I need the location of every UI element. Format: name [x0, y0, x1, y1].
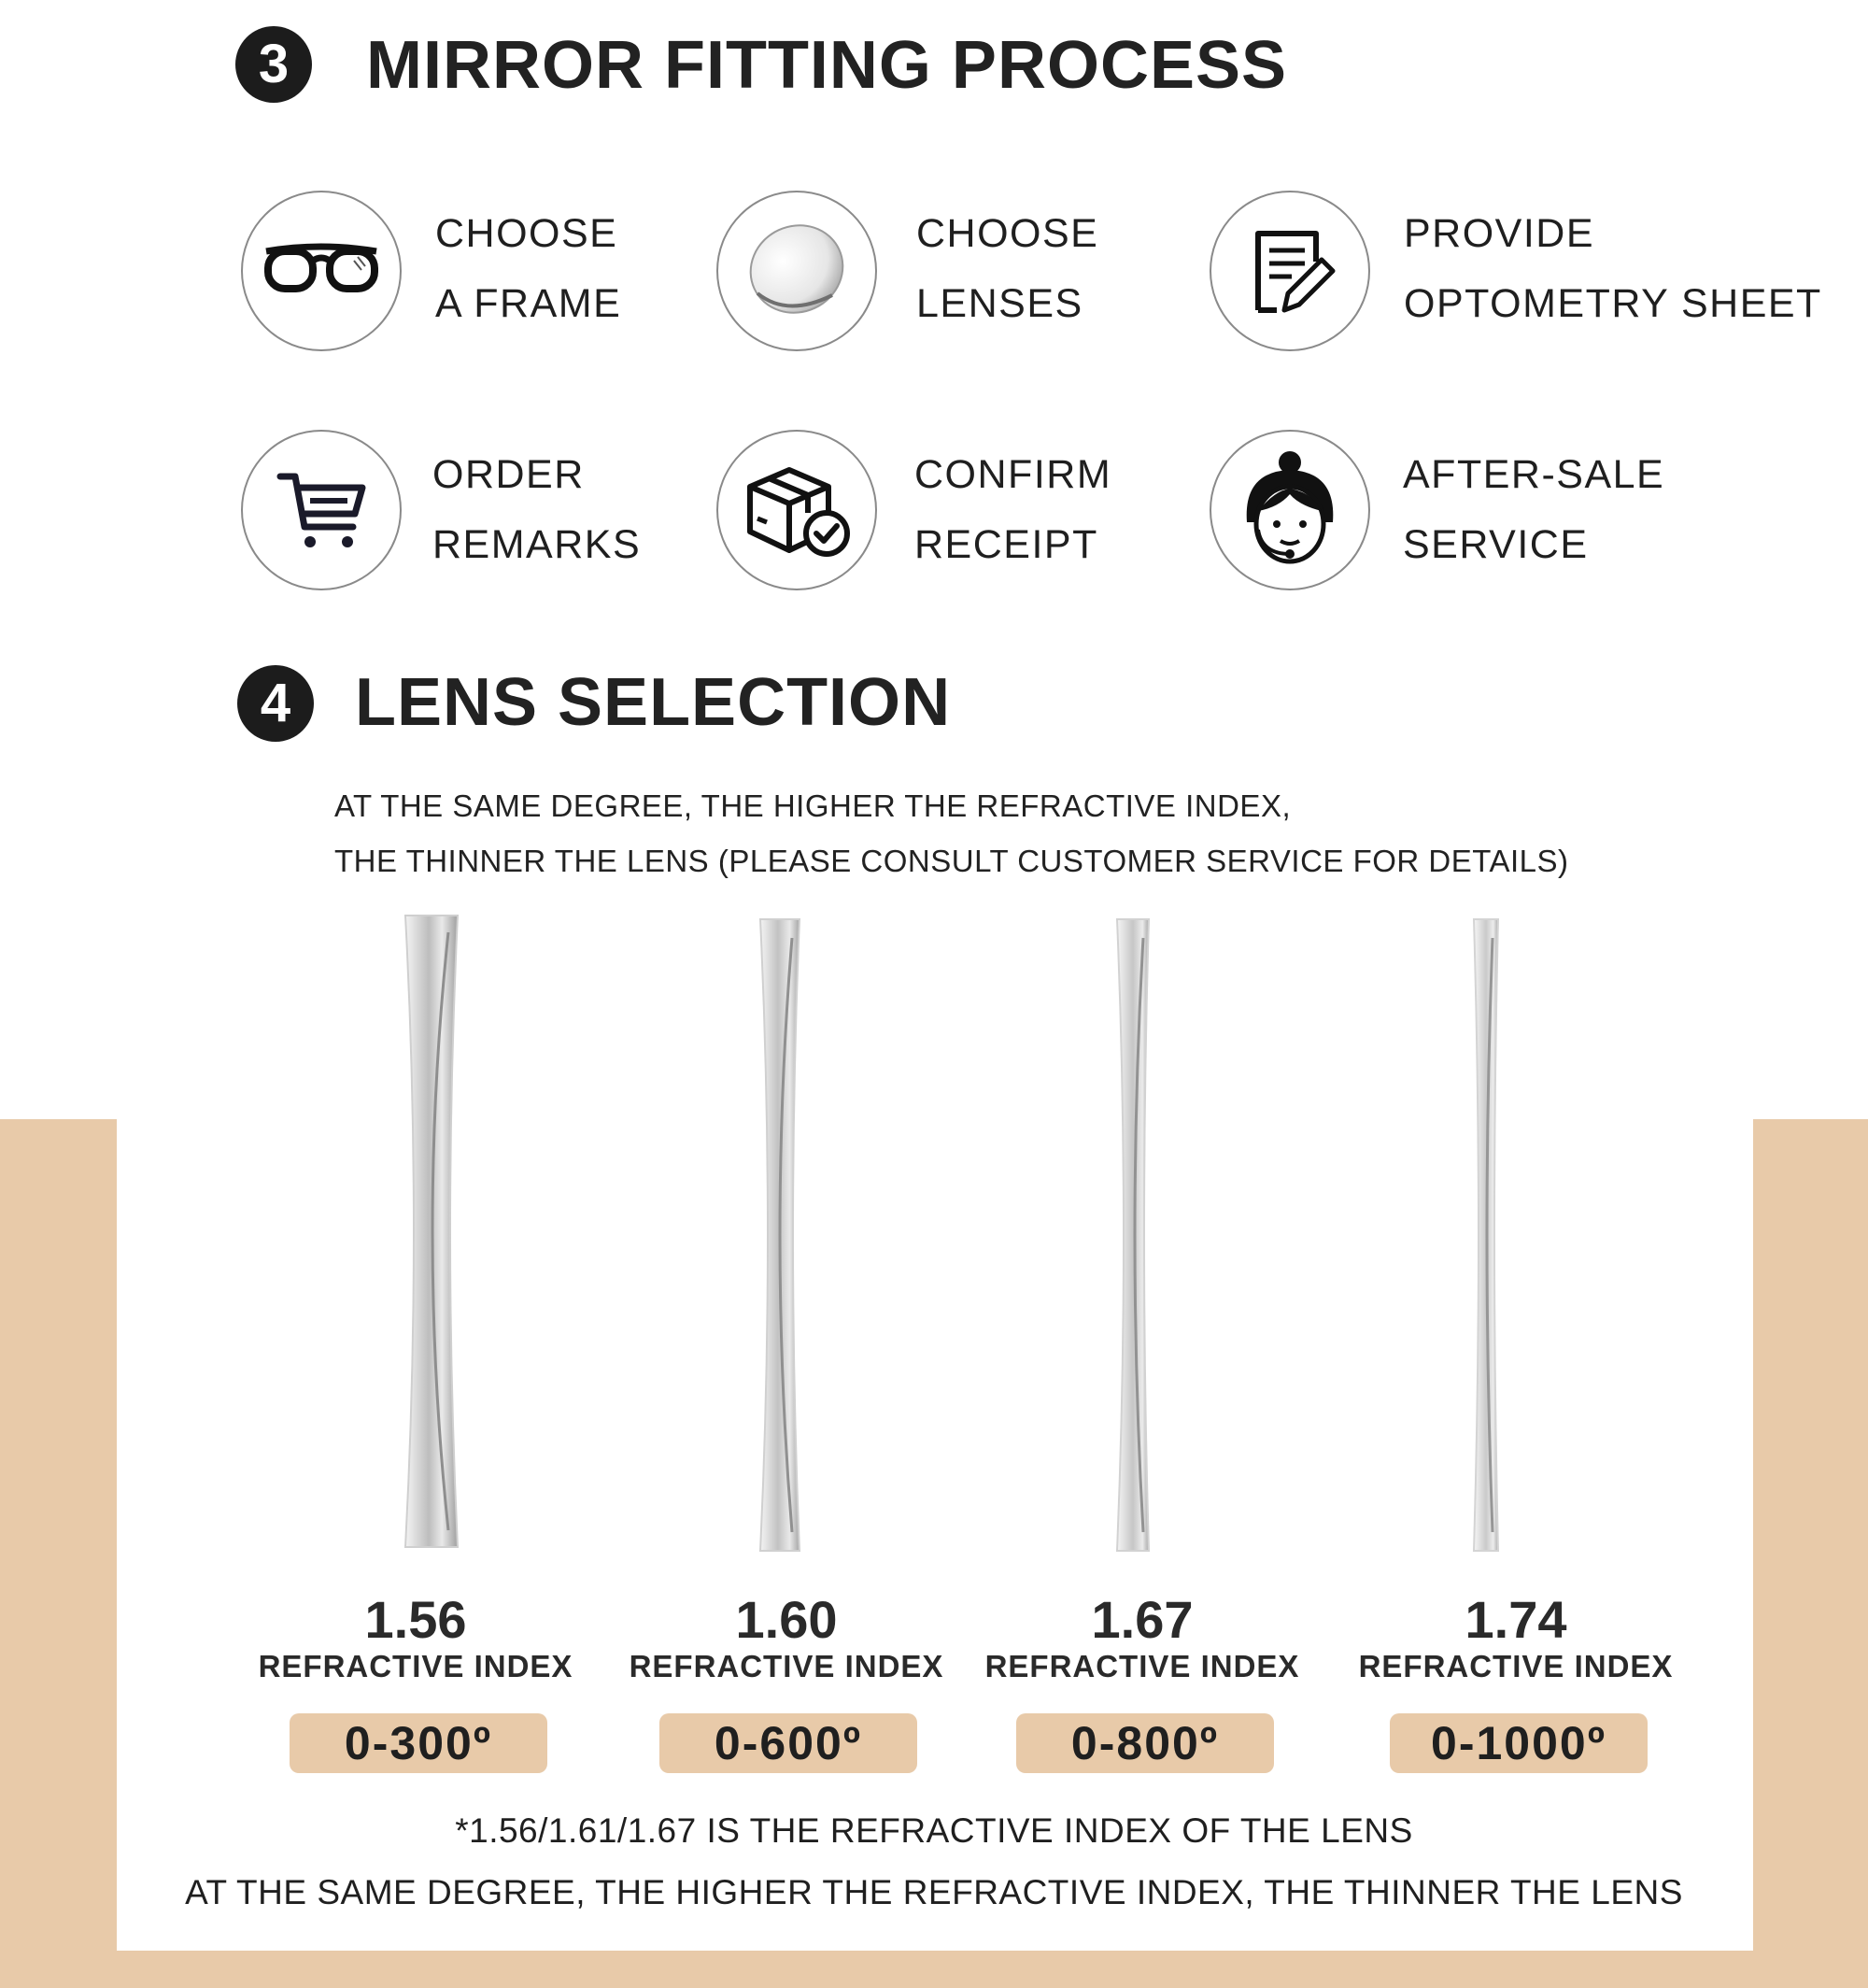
lens-index-value: 1.60: [735, 1590, 838, 1649]
section-4-badge: 4: [237, 665, 314, 742]
step-label-line1: CONFIRM: [914, 452, 1112, 497]
lens-index-label: REFRACTIVE INDEX: [1358, 1649, 1674, 1683]
section-3-title: MIRROR FITTING PROCESS: [366, 28, 1288, 103]
step-icon-circle: [241, 191, 402, 351]
lens-index-label: REFRACTIVE INDEX: [258, 1649, 573, 1683]
step-icon-circle: [716, 430, 877, 590]
lens-description-line1: AT THE SAME DEGREE, THE HIGHER THE REFRACTIVE INDEX,: [334, 788, 1292, 823]
section-3-badge: 3: [235, 26, 312, 103]
step-icon-circle: [1210, 191, 1370, 351]
step-label-line2: REMARKS: [432, 522, 642, 567]
step-icon-circle: [1210, 430, 1370, 590]
step-icon-circle: [241, 430, 402, 590]
lens-index-label: REFRACTIVE INDEX: [629, 1649, 944, 1683]
step-label-line1: PROVIDE: [1404, 211, 1595, 256]
lens-profile-1-74: [1457, 917, 1513, 1553]
step-label-line2: OPTOMETRY SHEET: [1404, 281, 1822, 326]
step-label-line1: ORDER: [432, 452, 585, 497]
footnote-line1: *1.56/1.61/1.67 IS THE REFRACTIVE INDEX OF THE LENS: [455, 1811, 1413, 1850]
step-label-line2: LENSES: [916, 281, 1083, 326]
step-label-line1: CHOOSE: [916, 211, 1099, 256]
section-4-title: LENS SELECTION: [355, 665, 952, 740]
lens-range-pill: 0-800º: [1016, 1713, 1274, 1773]
step-label-line2: SERVICE: [1403, 522, 1589, 567]
step-label-line2: A FRAME: [435, 281, 622, 326]
footnote-line2: AT THE SAME DEGREE, THE HIGHER THE REFRACTIVE INDEX, THE THINNER THE LENS: [185, 1873, 1683, 1911]
glasses-icon: [261, 238, 382, 304]
optometry-sheet-icon: [1243, 224, 1337, 318]
lens-index-label: REFRACTIVE INDEX: [984, 1649, 1300, 1683]
lens-profile-1-60: [743, 917, 809, 1553]
lens-range-pill: 0-1000º: [1390, 1713, 1648, 1773]
step-label-line1: CHOOSE: [435, 211, 618, 256]
step-label-line2: RECEIPT: [914, 522, 1098, 567]
lens-index-value: 1.67: [1091, 1590, 1194, 1649]
lens-profile-1-56: [392, 914, 467, 1549]
package-check-icon: [741, 459, 853, 561]
shopping-cart-icon: [275, 463, 368, 557]
customer-service-icon: [1234, 449, 1346, 571]
lens-index-value: 1.56: [364, 1590, 467, 1649]
lens-range-pill: 0-600º: [659, 1713, 917, 1773]
step-icon-circle: [716, 191, 877, 351]
step-label-line1: AFTER-SALE: [1403, 452, 1665, 497]
lens-description-line2: THE THINNER THE LENS (PLEASE CONSULT CUSTOMER SERVICE FOR DETAILS): [334, 844, 1569, 878]
lens-icon: [741, 215, 853, 327]
lens-index-value: 1.74: [1465, 1590, 1567, 1649]
lens-profile-1-67: [1098, 917, 1164, 1553]
lens-range-pill: 0-300º: [290, 1713, 547, 1773]
